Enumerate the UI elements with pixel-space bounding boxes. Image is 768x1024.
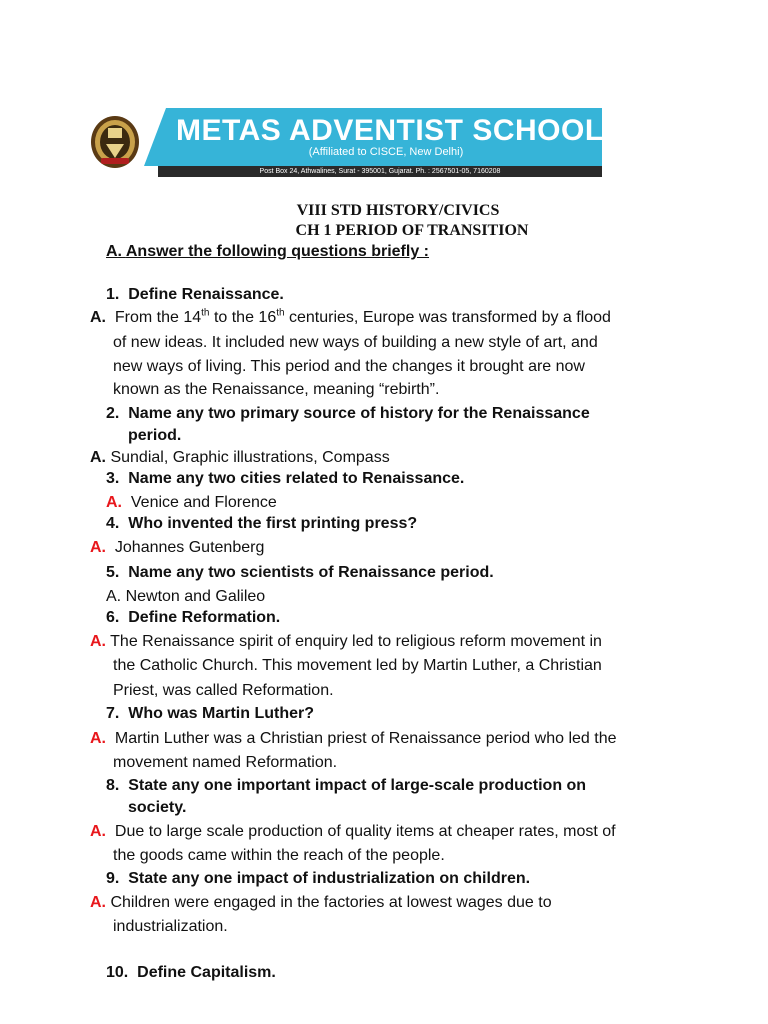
chapter-title: CH 1 PERIOD OF TRANSITION <box>295 222 529 239</box>
question-10: 10. Define Capitalism. <box>106 964 276 981</box>
answer-3: A. Venice and Florence <box>106 494 277 511</box>
school-address: Post Box 24, Athwalines, Surat - 395001, Gujarat. Ph. : 2567501-05, 7160208 <box>259 168 501 175</box>
answer-marker-red: A. <box>90 730 106 747</box>
answer-4: A. Johannes Gutenberg <box>90 539 265 556</box>
answer-7-line-1: A. Martin Luther was a Christian priest of Renaissance period who led the <box>90 730 617 747</box>
section-label: A. <box>106 243 122 260</box>
answer-marker: A. <box>90 309 106 326</box>
section-heading <box>106 242 429 262</box>
question-8: 8. State any one important impact of large-scale production on <box>106 777 587 794</box>
school-banner <box>86 108 602 176</box>
school-name: METAS ADVENTIST SCHOOL <box>176 114 604 147</box>
question-1: 1. Define Renaissance. <box>106 286 284 303</box>
question-4: 4. Who invented the first printing press? <box>106 515 418 532</box>
answer-6-line-2: the Catholic Church. This movement led by Martin Luther, a Christian <box>113 657 602 674</box>
answer-marker-red: A. <box>90 539 106 556</box>
school-affiliation: (Affiliated to CISCE, New Delhi) <box>308 146 464 158</box>
answer-1-line-3: new ways of living. This period and the changes it brought are now <box>113 358 585 375</box>
answer-5: A. Newton and Galileo <box>106 588 266 605</box>
answer-2: A. Sundial, Graphic illustrations, Compass <box>90 449 390 466</box>
answer-1-line-4: known as the Renaissance, meaning “rebirth”. <box>113 381 440 398</box>
answer-9-line-2: industrialization. <box>113 918 228 935</box>
question-2-line-2: period. <box>128 427 182 444</box>
answer-marker-red: A. <box>90 633 106 650</box>
question-9: 9. State any one impact of industrialization on children. <box>106 870 531 887</box>
question-8-line-2: society. <box>128 799 187 816</box>
answer-marker-red: A. <box>90 894 106 911</box>
answer-1-line-2: of new ideas. It included new ways of building a new style of art, and <box>113 334 598 351</box>
section-heading-text: Answer the following questions briefly : <box>125 243 429 260</box>
question-6: 6. Define Reformation. <box>106 609 281 626</box>
answer-9-line-1: A. Children were engaged in the factories at lowest wages due to <box>90 894 552 911</box>
question-2: 2. Name any two primary source of history for the Renaissance <box>106 405 590 422</box>
answer-6-line-1: A. The Renaissance spirit of enquiry led to religious reform movement in <box>90 633 602 650</box>
answer-7-line-2: movement named Reformation. <box>113 754 338 771</box>
answer-marker-red: A. <box>106 494 122 511</box>
answer-8-line-1: A. Due to large scale production of quality items at cheaper rates, most of <box>90 823 616 840</box>
answer-6-line-3: Priest, was called Reformation. <box>113 682 334 699</box>
question-7: 7. Who was Martin Luther? <box>106 705 315 722</box>
question-5: 5. Name any two scientists of Renaissance period. <box>106 564 494 581</box>
class-subject-title: VIII STD HISTORY/CIVICS <box>296 202 500 219</box>
question-3: 3. Name any two cities related to Renaissance. <box>106 470 465 487</box>
school-crest-icon <box>89 114 141 170</box>
answer-1-line-1: A. From the 14th to the 16th centuries, Europe was transformed by a flood <box>90 307 611 326</box>
answer-marker-red: A. <box>90 823 106 840</box>
answer-8-line-2: the goods came within the reach of the people. <box>113 847 445 864</box>
